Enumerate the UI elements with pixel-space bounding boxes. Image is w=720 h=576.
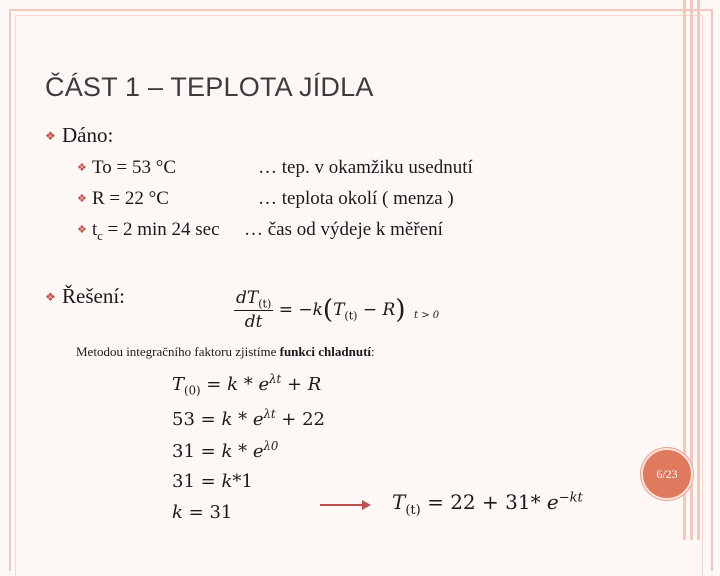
ode-equation: $\frac{dT_{(t)}}{dt}$ = $-k(T_{(t)} - R)$ [236,288,406,333]
k-value: 31 [209,502,233,523]
derivation-step: 31 = k*1 [172,471,253,492]
given-desc: … teplota okolí ( menza ) [258,188,454,209]
step-lhs: 31 [172,471,195,492]
step-rest: *1 [232,471,253,492]
bullet-icon: ❖ [45,290,56,304]
decor-stripe [690,0,693,540]
given-lhs: To = 53 °C [92,157,177,178]
note-bold: funkci chladnutí [279,344,372,359]
given-lhs-sub: c [97,228,103,243]
given-lhs-main: t [92,219,98,240]
cooling-function: $T_{(t)} = 22 + 31*$ $e^{-kt}$ [392,490,583,518]
given-desc: … tep. v okamžiku usednutí [258,157,473,178]
note-suffix: : [371,344,375,359]
bullet-solution [45,284,125,309]
bullet-icon: ❖ [77,162,87,174]
given-lhs: R = 22 °C [92,188,169,209]
given-desc: … čas od výdeje k měření [244,219,443,240]
derivation-step: $53 = k * e^{\lambda t} + 22$ [172,407,326,430]
note-text: Metodou integračního faktoru zjistíme [76,344,280,359]
step-lhs: 31 [172,441,195,462]
method-note [76,344,375,360]
bullet-icon: ❖ [45,129,56,143]
step-exp: λ0 [263,439,279,453]
given-lhs-rest: = 2 min 24 sec [102,219,220,240]
bullet-given [45,123,114,148]
given-item [77,188,169,210]
step-exp: λt [263,407,276,421]
given-item [77,219,220,244]
bullet-icon: ❖ [77,224,87,236]
decor-stripe [697,0,700,540]
derivation-step: $31 = k * e^{\lambda 0}$ [172,439,279,462]
k-result: k = 31 [172,502,233,523]
result-prefix: = 22 + 31* [420,490,547,514]
solution-label: Řešení: [62,284,125,308]
general-solution: $T_{(0)} = k * e^{\lambda t} + R$ [172,372,322,398]
step-rest: + 22 [275,409,326,430]
arrow-right-icon [320,498,372,512]
bullet-icon: ❖ [77,193,87,205]
page-number-badge: 6/23 [641,448,693,500]
given-label: Dáno: [62,123,114,147]
slide-title: ČÁST 1 – TEPLOTA JÍDLA [45,72,374,102]
given-item [77,157,177,179]
ode-condition: t > 0 [414,310,440,321]
result-exp: −kt [558,490,583,506]
step-lhs: 53 [172,409,195,430]
